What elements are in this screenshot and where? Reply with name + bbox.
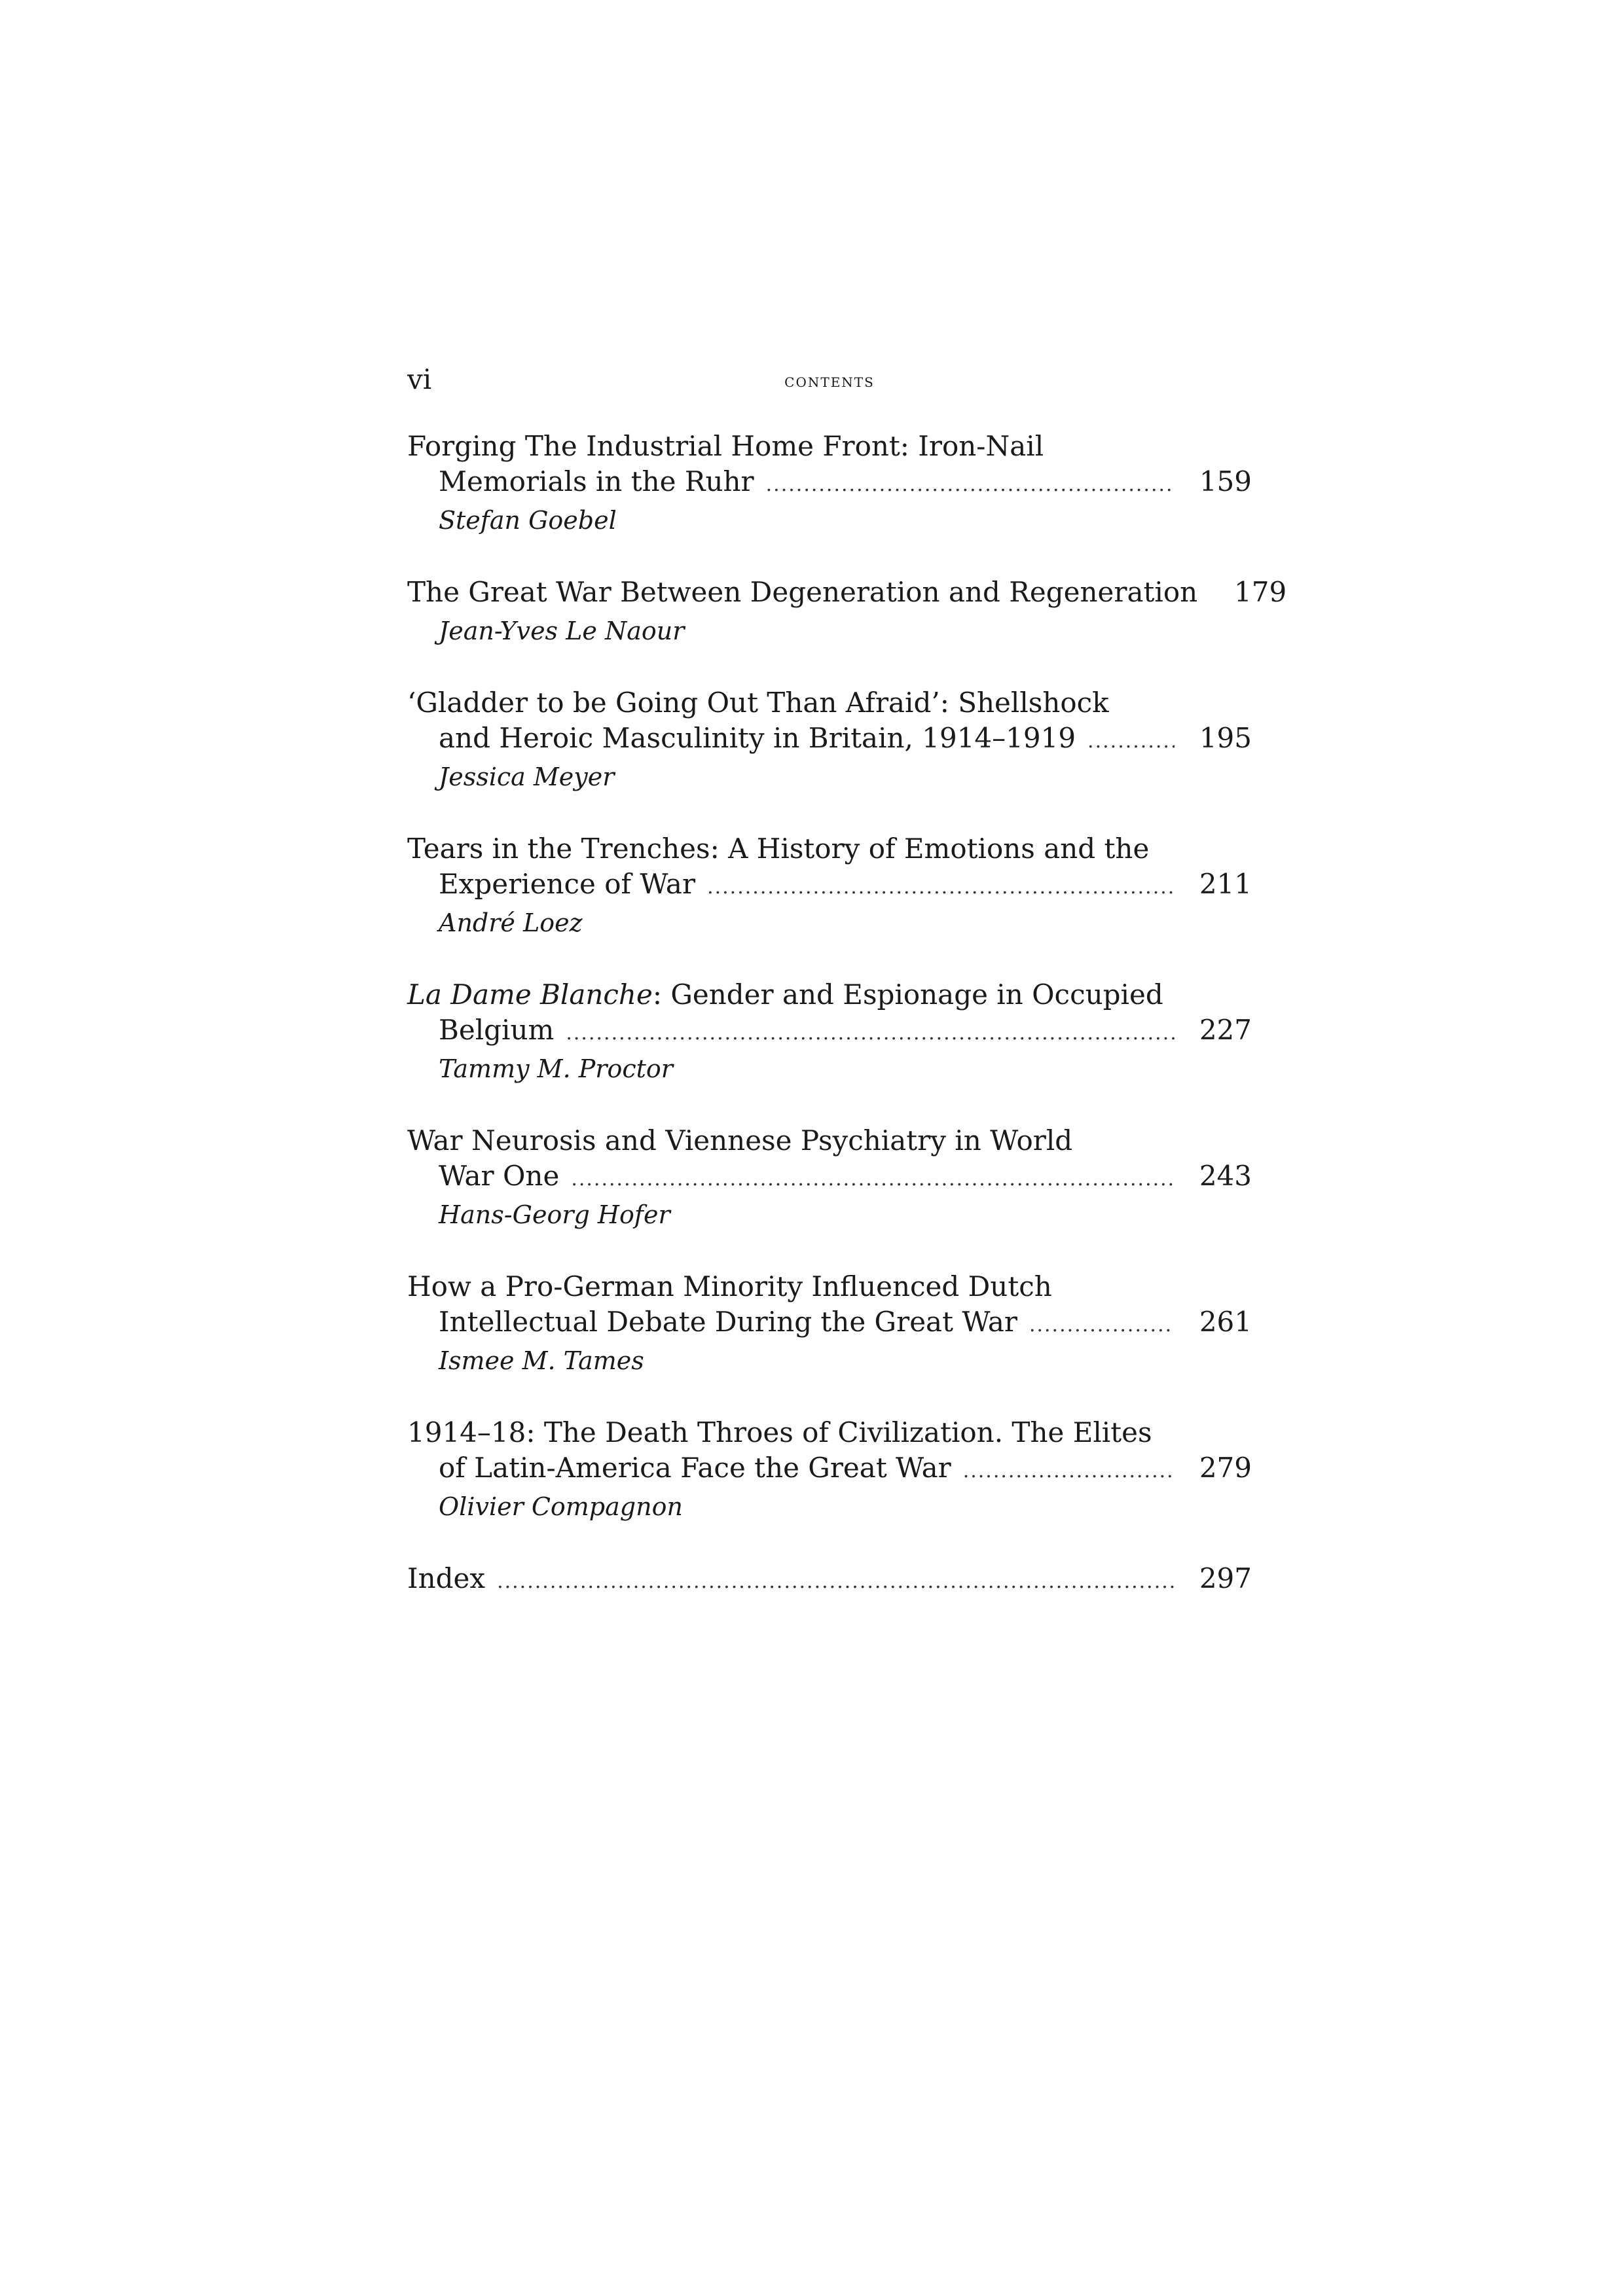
toc-entry <box>407 831 1252 941</box>
entry-title-line2: Index <box>407 1562 486 1594</box>
toc-entry <box>407 1561 1252 1600</box>
toc-entry <box>407 429 1252 538</box>
entry-title-row <box>407 721 1252 759</box>
entry-title-line1 <box>407 977 1252 1013</box>
entry-author: Ismee M. Tames <box>439 1346 644 1375</box>
dot-leader <box>497 1564 1175 1600</box>
entry-page-number: 279 <box>1199 1452 1252 1484</box>
toc-entry <box>407 1123 1252 1232</box>
entry-title-line1-rest: : Gender and Espionage in Occupied <box>652 978 1163 1011</box>
toc-entry <box>407 685 1252 795</box>
entry-page-number: 195 <box>1199 722 1252 754</box>
entry-title-line2: Memorials in the Ruhr <box>439 465 754 497</box>
dot-leader <box>963 1454 1175 1489</box>
entry-author: Olivier Compagnon <box>439 1492 683 1521</box>
entry-title-line2: Experience of War <box>439 868 696 900</box>
entry-page-number: 211 <box>1199 868 1252 900</box>
entry-title-line2: Intellectual Debate During the Great War <box>439 1306 1017 1338</box>
entry-title-line1: Forging The Industrial Home Front: Iron-Nail <box>407 430 1044 462</box>
dot-leader <box>566 1016 1175 1051</box>
entry-title-line1: How a Pro-German Minority Influenced Dutch <box>407 1270 1052 1302</box>
entry-title-line2: War One <box>439 1160 560 1192</box>
entry-title-row <box>407 1304 1252 1343</box>
entry-title-line2: The Great War Between Degeneration and Regeneration <box>407 576 1198 608</box>
entry-author: Tammy M. Proctor <box>439 1054 673 1083</box>
entry-title-line2: Belgium <box>439 1014 555 1046</box>
entry-page-number: 243 <box>1199 1160 1252 1192</box>
page-folio: vi <box>407 363 432 395</box>
entry-page-number: 179 <box>1234 576 1287 608</box>
entry-title-line1: 1914–18: The Death Throes of Civilization. The Elites <box>407 1416 1152 1448</box>
toc-entry <box>407 977 1252 1086</box>
running-head: contents <box>784 370 875 391</box>
entry-title-line1: ‘Gladder to be Going Out Than Afraid’: Shellshock <box>407 687 1109 719</box>
dot-leader <box>571 1162 1175 1197</box>
dot-leader <box>1029 1308 1175 1343</box>
toc-entry <box>407 575 1287 649</box>
entry-title-row <box>407 1450 1252 1489</box>
toc-entry <box>407 1269 1252 1378</box>
entry-title-row <box>407 1158 1252 1197</box>
dot-leader <box>766 467 1175 503</box>
entry-title-row <box>407 1013 1252 1051</box>
entry-author: André Loez <box>439 908 583 937</box>
page-header <box>407 363 1252 403</box>
entry-title-row <box>407 867 1252 905</box>
entry-title-row <box>407 464 1252 503</box>
dot-leader <box>1087 724 1175 759</box>
entry-title-line1: Tears in the Trenches: A History of Emotions and the <box>407 833 1150 865</box>
entry-page-number: 227 <box>1199 1014 1252 1046</box>
dot-leader <box>707 870 1175 905</box>
entry-author: Jean-Yves Le Naour <box>439 617 685 645</box>
entry-title-row <box>407 1561 1252 1600</box>
entry-page-number: 159 <box>1199 465 1252 497</box>
entry-title-line2: of Latin-America Face the Great War <box>439 1452 951 1484</box>
entry-author: Hans-Georg Hofer <box>439 1200 670 1229</box>
entry-title-line1: War Neurosis and Viennese Psychiatry in World <box>407 1124 1073 1157</box>
entry-author: Stefan Goebel <box>439 506 617 535</box>
entry-page-number: 261 <box>1199 1306 1252 1338</box>
toc-entry <box>407 1415 1252 1524</box>
entry-title-line2: and Heroic Masculinity in Britain, 1914–1919 <box>439 722 1076 754</box>
entry-title-italic: La Dame Blanche <box>407 978 653 1011</box>
entry-author: Jessica Meyer <box>439 762 615 791</box>
entry-title-row <box>407 575 1287 613</box>
table-of-contents <box>407 429 1287 1636</box>
entry-page-number: 297 <box>1199 1562 1252 1594</box>
